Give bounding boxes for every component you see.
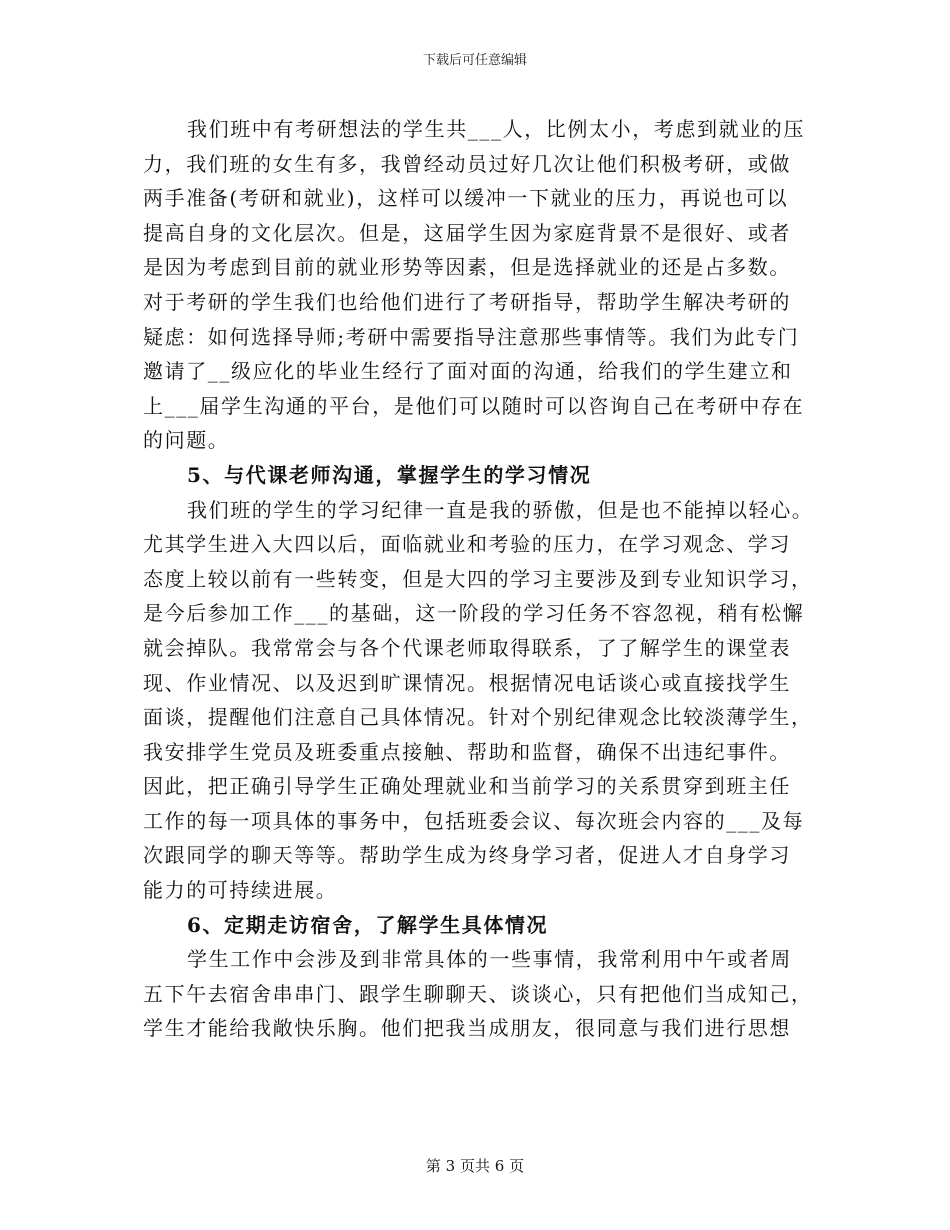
paragraph-line: 因此，把正确引导学生正确处理就业和当前学习的关系贯穿到班主任	[143, 774, 791, 799]
paragraph-line: 尤其学生进入大四以后，面临就业和考验的压力，在学习观念、学习	[143, 532, 791, 557]
page-header: 下载后可任意编辑	[422, 53, 527, 68]
paragraph-line: 力，我们班的女生有多，我曾经动员过好几次让他们积极考研，或做	[143, 151, 791, 176]
paragraph-line: 是今后参加工作___的基础，这一阶段的学习任务不容忽视，稍有松懈	[143, 601, 805, 626]
paragraph-line: 能力的可持续进展。	[143, 878, 338, 903]
paragraph-line: 的问题。	[143, 428, 230, 453]
paragraph-line: 对于考研的学生我们也给他们进行了考研指导，帮助学生解决考研的	[143, 289, 791, 314]
paragraph-line: 态度上较以前有一些转变，但是大四的学习主要涉及到专业知识学习，	[143, 566, 813, 591]
paragraph-line: 是因为考虑到目前的就业形势等因素，但是选择就业的还是占多数。	[143, 255, 791, 280]
paragraph-line: 上___届学生沟通的平台，是他们可以随时可以咨询自己在考研中存在	[143, 393, 805, 418]
paragraph-line: 我安排学生党员及班委重点接触、帮助和监督，确保不出违纪事件。	[143, 739, 791, 764]
section-heading-6: 6、定期走访宿舍，了解学生具体情况	[187, 912, 549, 937]
paragraph-line: 两手准备(考研和就业)，这样可以缓冲一下就业的压力，再说也可以	[143, 186, 789, 211]
paragraph-line: 工作的每一项具体的事务中，包括班委会议、每次班会内容的___及每	[143, 808, 805, 833]
document-body	[143, 112, 814, 1046]
paragraph-line: 就会掉队。我常常会与各个代课老师取得联系，了了解学生的课堂表	[143, 635, 791, 660]
paragraph-line: 疑虑：如何选择导师;考研中需要指导注意那些事情等。我们为此专门	[143, 324, 800, 349]
paragraph-line: 邀请了__级应化的毕业生经行了面对面的沟通，给我们的学生建立和	[143, 359, 793, 384]
section-heading-5: 5、与代课老师沟通，掌握学生的学习情况	[187, 462, 592, 487]
paragraph-line: 提高自身的文化层次。但是，这届学生因为家庭背景不是很好、或者	[143, 220, 791, 245]
paragraph-line: 五下午去宿舍串串门、跟学生聊聊天、谈谈心，只有把他们当成知己，	[143, 981, 813, 1006]
paragraph-line: 面谈，提醒他们注意自己具体情况。针对个别纪律观念比较淡薄学生，	[143, 705, 813, 730]
paragraph-line: 次跟同学的聊天等等。帮助学生成为终身学习者，促进人才自身学习	[143, 843, 791, 868]
page-footer: 第 3 页共 6 页	[425, 1157, 525, 1175]
paragraph-line: 学生工作中会涉及到非常具体的一些事情，我常利用中午或者周	[187, 947, 792, 972]
paragraph-line: 现、作业情况、以及迟到旷课情况。根据情况电话谈心或直接找学生	[143, 670, 791, 695]
paragraph-line: 学生才能给我敞快乐胸。他们把我当成朋友，很同意与我们进行思想	[143, 1016, 791, 1041]
paragraph-line: 我们班的学生的学习纪律一直是我的骄傲，但是也不能掉以轻心。	[187, 497, 814, 522]
paragraph-line: 我们班中有考研想法的学生共___人，比例太小，考虑到就业的压	[187, 117, 805, 141]
